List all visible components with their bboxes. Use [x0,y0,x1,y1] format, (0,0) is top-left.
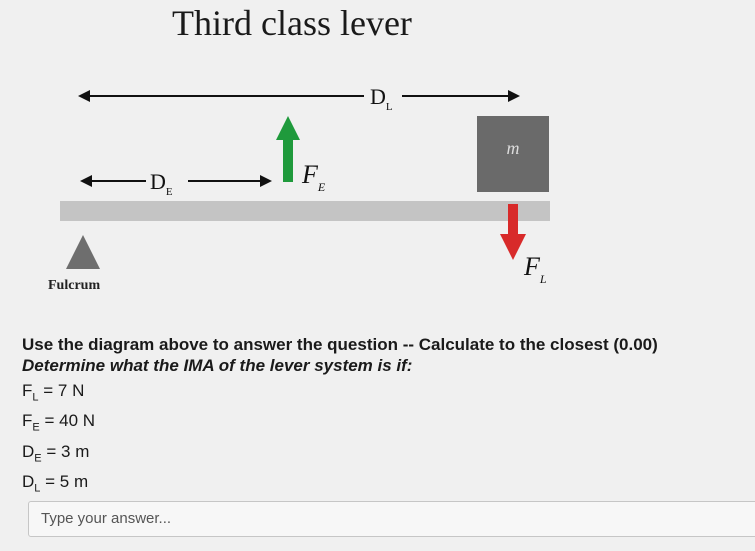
lever-beam [60,201,550,221]
answer-field-container [28,501,755,537]
dl-arrow-left [80,95,364,97]
answer-input[interactable] [29,502,753,534]
question-prompt: Determine what the IMA of the lever system is if: [22,356,413,375]
mass-label: m [506,138,520,158]
fl-label: $F_L$ [524,252,547,286]
given-de: $D_E = 3$ m [22,441,90,465]
fulcrum-triangle [66,235,100,269]
dl-arrow-right [402,95,518,97]
de-arrow-left [82,180,146,182]
fulcrum-label: Fulcrum [48,278,101,293]
diagram-title: Third class lever [172,3,412,43]
question-block [22,334,658,501]
question-instruction: Use the diagram above to answer the question -- Calculate to the closest (0.00) [22,335,658,354]
given-values [22,379,658,501]
effort-force-arrow [276,116,300,186]
given-fe: $F_E = 40$ N [22,411,96,434]
de-arrow-right [188,180,270,182]
given-fl: $F_L = 7$ N [22,381,85,404]
fe-label: $F_E$ [302,160,326,194]
mass-block [477,116,549,192]
dl-label: $D_L$ [370,84,393,113]
de-label: $D_E$ [150,169,173,198]
load-force-arrow [500,204,526,264]
given-dl: $D_L = 5$ m [22,472,89,495]
